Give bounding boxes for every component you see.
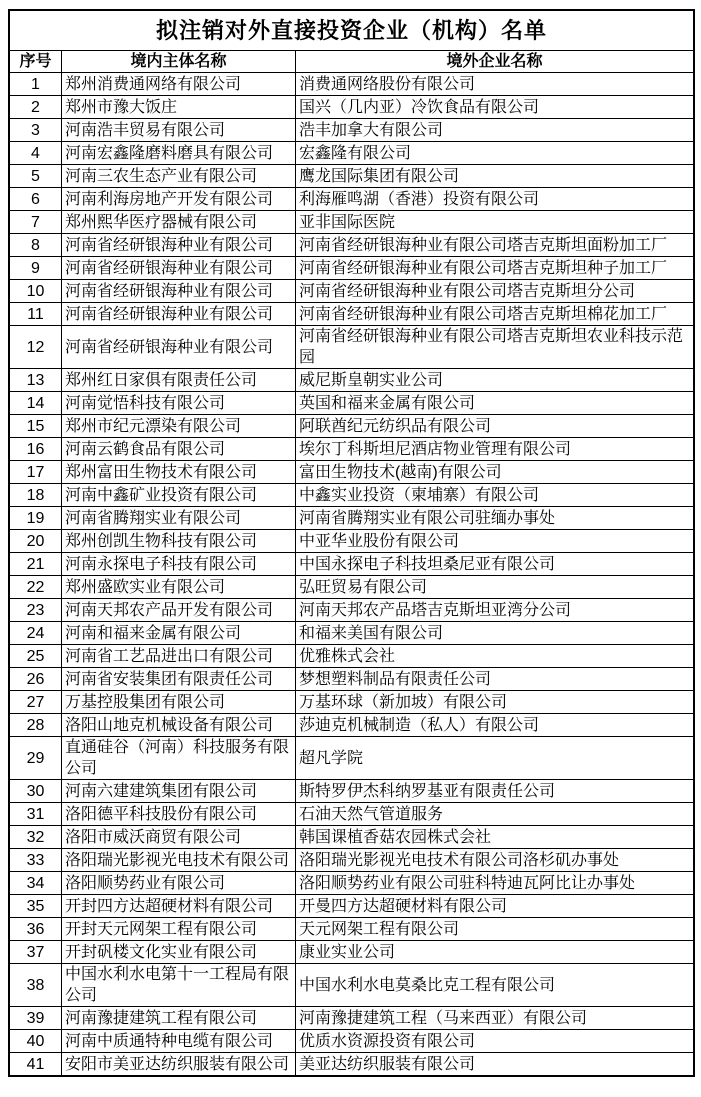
overseas-name-cell: 美亚达纺织服装有限公司 xyxy=(295,1053,694,1077)
row-number-cell: 21 xyxy=(9,553,61,576)
table-row xyxy=(9,119,694,142)
domestic-name-cell: 郑州市纪元漂染有限公司 xyxy=(61,415,295,438)
row-number-cell: 40 xyxy=(9,1030,61,1053)
domestic-name-cell: 中国水利水电第十一工程局有限公司 xyxy=(61,964,295,1007)
table-row xyxy=(9,714,694,737)
overseas-name-cell: 开曼四方达超硬材料有限公司 xyxy=(295,895,694,918)
overseas-name-cell: 河南省经研银海种业有限公司塔吉克斯坦面粉加工厂 xyxy=(295,234,694,257)
domestic-name-cell: 郑州消费通网络有限公司 xyxy=(61,73,295,96)
row-number-cell: 13 xyxy=(9,369,61,392)
overseas-name-cell: 中亚华业股份有限公司 xyxy=(295,530,694,553)
domestic-name-cell: 洛阳顺势药业有限公司 xyxy=(61,872,295,895)
table-row xyxy=(9,530,694,553)
domestic-name-cell: 河南永探电子科技有限公司 xyxy=(61,553,295,576)
overseas-name-cell: 中国永探电子科技坦桑尼亚有限公司 xyxy=(295,553,694,576)
row-number-cell: 1 xyxy=(9,73,61,96)
domestic-name-cell: 河南省经研银海种业有限公司 xyxy=(61,326,295,369)
overseas-name-cell: 富田生物技术(越南)有限公司 xyxy=(295,461,694,484)
row-number-cell: 18 xyxy=(9,484,61,507)
table-row xyxy=(9,872,694,895)
row-number-cell: 3 xyxy=(9,119,61,142)
domestic-name-cell: 洛阳山地克机械设备有限公司 xyxy=(61,714,295,737)
table-row xyxy=(9,895,694,918)
domestic-name-cell: 直通硅谷（河南）科技服务有限公司 xyxy=(61,737,295,780)
row-number-cell: 31 xyxy=(9,803,61,826)
table-row xyxy=(9,234,694,257)
domestic-name-cell: 河南云鹤食品有限公司 xyxy=(61,438,295,461)
row-number-cell: 9 xyxy=(9,257,61,280)
row-number-cell: 14 xyxy=(9,392,61,415)
row-number-cell: 29 xyxy=(9,737,61,780)
overseas-name-cell: 韩国课植香菇农园株式会社 xyxy=(295,826,694,849)
domestic-name-cell: 河南豫捷建筑工程有限公司 xyxy=(61,1007,295,1030)
domestic-name-cell: 开封矾楼文化实业有限公司 xyxy=(61,941,295,964)
overseas-name-cell: 国兴（几内亚）冷饮食品有限公司 xyxy=(295,96,694,119)
row-number-cell: 11 xyxy=(9,303,61,326)
overseas-name-cell: 梦想塑料制品有限责任公司 xyxy=(295,668,694,691)
table-row xyxy=(9,599,694,622)
domestic-name-cell: 开封四方达超硬材料有限公司 xyxy=(61,895,295,918)
domestic-name-cell: 河南天邦农产品开发有限公司 xyxy=(61,599,295,622)
overseas-name-cell: 洛阳顺势药业有限公司驻科特迪瓦阿比让办事处 xyxy=(295,872,694,895)
overseas-name-cell: 河南省经研银海种业有限公司塔吉克斯坦农业科技示范园 xyxy=(295,326,694,369)
domestic-name-cell: 郑州熙华医疗器械有限公司 xyxy=(61,211,295,234)
row-number-cell: 26 xyxy=(9,668,61,691)
overseas-name-cell: 中国水利水电莫桑比克工程有限公司 xyxy=(295,964,694,1007)
table-row xyxy=(9,1053,694,1077)
overseas-name-cell: 河南省经研银海种业有限公司塔吉克斯坦种子加工厂 xyxy=(295,257,694,280)
table-row xyxy=(9,73,694,96)
column-header-domestic-name: 境内主体名称 xyxy=(61,51,295,73)
table-row xyxy=(9,826,694,849)
row-number-cell: 5 xyxy=(9,165,61,188)
domestic-name-cell: 河南省安装集团有限责任公司 xyxy=(61,668,295,691)
row-number-cell: 4 xyxy=(9,142,61,165)
title-row xyxy=(9,10,694,51)
domestic-name-cell: 河南省腾翔实业有限公司 xyxy=(61,507,295,530)
overseas-name-cell: 河南省经研银海种业有限公司塔吉克斯坦分公司 xyxy=(295,280,694,303)
table-row xyxy=(9,737,694,780)
domestic-name-cell: 河南省工艺品进出口有限公司 xyxy=(61,645,295,668)
overseas-name-cell: 康业实业公司 xyxy=(295,941,694,964)
row-number-cell: 20 xyxy=(9,530,61,553)
row-number-cell: 17 xyxy=(9,461,61,484)
table-row xyxy=(9,507,694,530)
overseas-name-cell: 消费通网络股份有限公司 xyxy=(295,73,694,96)
table-row xyxy=(9,165,694,188)
domestic-name-cell: 万基控股集团有限公司 xyxy=(61,691,295,714)
overseas-name-cell: 石油天然气管道服务 xyxy=(295,803,694,826)
table-row xyxy=(9,188,694,211)
table-row xyxy=(9,461,694,484)
overseas-name-cell: 河南省经研银海种业有限公司塔吉克斯坦棉花加工厂 xyxy=(295,303,694,326)
row-number-cell: 15 xyxy=(9,415,61,438)
table-row xyxy=(9,941,694,964)
domestic-name-cell: 河南宏鑫隆磨料磨具有限公司 xyxy=(61,142,295,165)
overseas-name-cell: 威尼斯皇朝实业公司 xyxy=(295,369,694,392)
table-row xyxy=(9,622,694,645)
overseas-name-cell: 弘旺贸易有限公司 xyxy=(295,576,694,599)
table-row xyxy=(9,553,694,576)
domestic-name-cell: 河南中质通特种电缆有限公司 xyxy=(61,1030,295,1053)
domestic-name-cell: 河南中鑫矿业投资有限公司 xyxy=(61,484,295,507)
table-row xyxy=(9,645,694,668)
column-header-overseas-name: 境外企业名称 xyxy=(295,51,694,73)
overseas-name-cell: 埃尔丁科斯坦尼酒店物业管理有限公司 xyxy=(295,438,694,461)
table-row xyxy=(9,392,694,415)
overseas-name-cell: 斯特罗伊杰科纳罗基亚有限责任公司 xyxy=(295,780,694,803)
overseas-name-cell: 鹰龙国际集团有限公司 xyxy=(295,165,694,188)
overseas-name-cell: 万基环球（新加坡）有限公司 xyxy=(295,691,694,714)
overseas-name-cell: 河南省腾翔实业有限公司驻缅办事处 xyxy=(295,507,694,530)
domestic-name-cell: 郑州创凯生物科技有限公司 xyxy=(61,530,295,553)
table-row xyxy=(9,96,694,119)
row-number-cell: 35 xyxy=(9,895,61,918)
table-row xyxy=(9,142,694,165)
domestic-name-cell: 河南省经研银海种业有限公司 xyxy=(61,234,295,257)
overseas-name-cell: 河南天邦农产品塔吉克斯坦亚湾分公司 xyxy=(295,599,694,622)
table-row xyxy=(9,438,694,461)
overseas-name-cell: 阿联酋纪元纺织品有限公司 xyxy=(295,415,694,438)
domestic-name-cell: 河南觉悟科技有限公司 xyxy=(61,392,295,415)
row-number-cell: 33 xyxy=(9,849,61,872)
row-number-cell: 36 xyxy=(9,918,61,941)
domestic-name-cell: 河南六建建筑集团有限公司 xyxy=(61,780,295,803)
row-number-cell: 8 xyxy=(9,234,61,257)
overseas-name-cell: 天元网架工程有限公司 xyxy=(295,918,694,941)
table-row xyxy=(9,369,694,392)
column-header-row xyxy=(9,51,694,73)
domestic-name-cell: 洛阳德平科技股份有限公司 xyxy=(61,803,295,826)
domestic-name-cell: 洛阳市威沃商贸有限公司 xyxy=(61,826,295,849)
row-number-cell: 27 xyxy=(9,691,61,714)
row-number-cell: 12 xyxy=(9,326,61,369)
table-row xyxy=(9,484,694,507)
row-number-cell: 39 xyxy=(9,1007,61,1030)
table-row xyxy=(9,326,694,369)
table-row xyxy=(9,280,694,303)
domestic-name-cell: 河南浩丰贸易有限公司 xyxy=(61,119,295,142)
overseas-name-cell: 浩丰加拿大有限公司 xyxy=(295,119,694,142)
row-number-cell: 32 xyxy=(9,826,61,849)
row-number-cell: 24 xyxy=(9,622,61,645)
table-row xyxy=(9,1007,694,1030)
column-header-index: 序号 xyxy=(9,51,61,73)
row-number-cell: 2 xyxy=(9,96,61,119)
domestic-name-cell: 洛阳瑞光影视光电技术有限公司 xyxy=(61,849,295,872)
row-number-cell: 25 xyxy=(9,645,61,668)
row-number-cell: 10 xyxy=(9,280,61,303)
domestic-name-cell: 河南利海房地产开发有限公司 xyxy=(61,188,295,211)
table-row xyxy=(9,257,694,280)
table-body xyxy=(9,73,694,1077)
domestic-name-cell: 郑州市豫大饭庄 xyxy=(61,96,295,119)
table-row xyxy=(9,964,694,1007)
overseas-name-cell: 利海雁鸣湖（香港）投资有限公司 xyxy=(295,188,694,211)
page-title: 拟注销对外直接投资企业（机构）名单 xyxy=(9,10,694,51)
domestic-name-cell: 河南和福来金属有限公司 xyxy=(61,622,295,645)
table-row xyxy=(9,1030,694,1053)
domestic-name-cell: 河南省经研银海种业有限公司 xyxy=(61,280,295,303)
table-head xyxy=(9,10,694,73)
overseas-name-cell: 和福来美国有限公司 xyxy=(295,622,694,645)
row-number-cell: 6 xyxy=(9,188,61,211)
domestic-name-cell: 郑州盛欧实业有限公司 xyxy=(61,576,295,599)
table-row xyxy=(9,918,694,941)
table-row xyxy=(9,211,694,234)
table-row xyxy=(9,303,694,326)
deregistration-list-table xyxy=(8,9,695,1077)
row-number-cell: 28 xyxy=(9,714,61,737)
domestic-name-cell: 河南三农生态产业有限公司 xyxy=(61,165,295,188)
table-row xyxy=(9,803,694,826)
table-row xyxy=(9,576,694,599)
domestic-name-cell: 郑州红日家俱有限责任公司 xyxy=(61,369,295,392)
overseas-name-cell: 优雅株式会社 xyxy=(295,645,694,668)
row-number-cell: 38 xyxy=(9,964,61,1007)
overseas-name-cell: 优质水资源投资有限公司 xyxy=(295,1030,694,1053)
table-row xyxy=(9,668,694,691)
table-row xyxy=(9,780,694,803)
table-row xyxy=(9,849,694,872)
row-number-cell: 23 xyxy=(9,599,61,622)
overseas-name-cell: 河南豫捷建筑工程（马来西亚）有限公司 xyxy=(295,1007,694,1030)
domestic-name-cell: 河南省经研银海种业有限公司 xyxy=(61,257,295,280)
row-number-cell: 7 xyxy=(9,211,61,234)
table-row xyxy=(9,415,694,438)
domestic-name-cell: 安阳市美亚达纺织服装有限公司 xyxy=(61,1053,295,1077)
row-number-cell: 30 xyxy=(9,780,61,803)
overseas-name-cell: 英国和福来金属有限公司 xyxy=(295,392,694,415)
row-number-cell: 34 xyxy=(9,872,61,895)
row-number-cell: 37 xyxy=(9,941,61,964)
row-number-cell: 19 xyxy=(9,507,61,530)
overseas-name-cell: 亚非国际医院 xyxy=(295,211,694,234)
row-number-cell: 41 xyxy=(9,1053,61,1077)
overseas-name-cell: 中鑫实业投资（柬埔寨）有限公司 xyxy=(295,484,694,507)
domestic-name-cell: 郑州富田生物技术有限公司 xyxy=(61,461,295,484)
overseas-name-cell: 莎迪克机械制造（私人）有限公司 xyxy=(295,714,694,737)
table-row xyxy=(9,691,694,714)
overseas-name-cell: 超凡学院 xyxy=(295,737,694,780)
overseas-name-cell: 洛阳瑞光影视光电技术有限公司洛杉矶办事处 xyxy=(295,849,694,872)
domestic-name-cell: 河南省经研银海种业有限公司 xyxy=(61,303,295,326)
overseas-name-cell: 宏鑫隆有限公司 xyxy=(295,142,694,165)
domestic-name-cell: 开封天元网架工程有限公司 xyxy=(61,918,295,941)
row-number-cell: 22 xyxy=(9,576,61,599)
row-number-cell: 16 xyxy=(9,438,61,461)
